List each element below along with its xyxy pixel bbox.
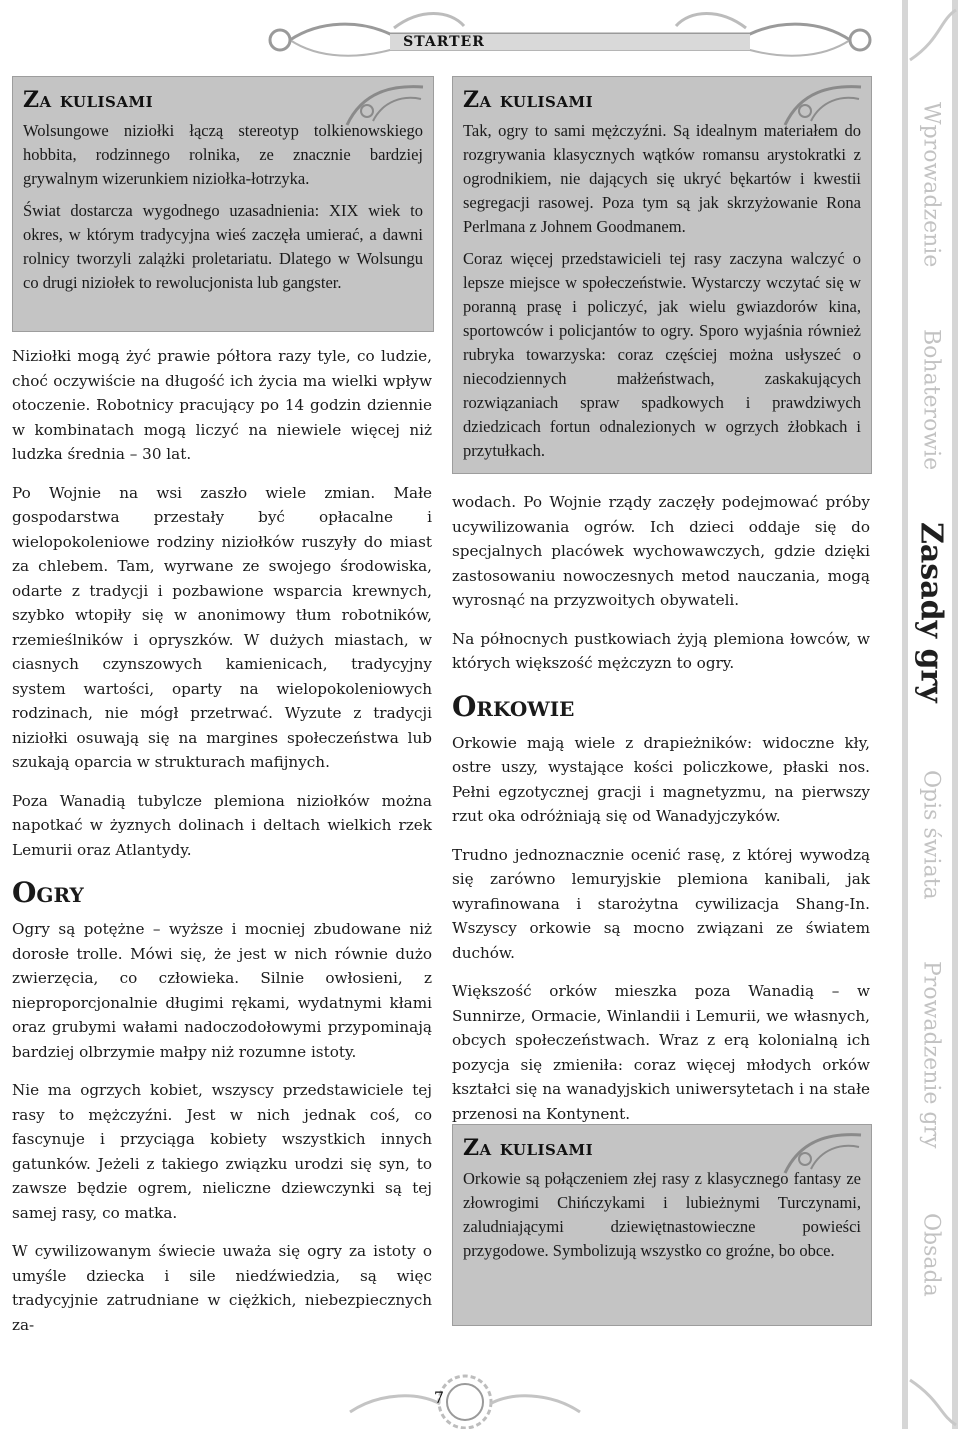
body-paragraph: Poza Wanadią tubylcze plemiona niziołków można napotkać w żyznych dolinach i deltach wielkich rzek Lemurii oraz Atlantydy. [12,791,432,859]
footer-ornament [340,1372,590,1429]
body-paragraph: Na północnych pustkowiach żyją plemiona łowców, w których większość mężczyzn to ogry. [452,629,870,672]
box-title: Za kulisami [23,87,154,113]
header-label: STARTER [403,34,485,50]
right-body-text [452,490,870,1140]
box-paragraph: Coraz więcej przedstawicieli tej rasy zaczyna walczyć o lepsze miejsce w społeczeństwie. Wystarczy wczytać się w poranną prasę i policzyć, jak wielu gwiazdorów kina, sportowców i policjantów to ogry. Sporo wyjaśnia również rubryka towarzyska: coraz częściej można usłyszeć o niecodziennych małżeństwach, zaskakujących rozwiązaniach spraw spadkowych i prawdziwych dziedzicach fortun odnalezionych w ogrzych żłobkach i przytułkach. [463,249,861,460]
corner-ornament-icon [781,81,865,129]
corner-ornament-icon [781,1129,865,1177]
side-tab-opis-swiata[interactable]: Opis świata [918,770,944,900]
side-tab-zasady-gry[interactable]: Zasady gry [913,522,949,703]
body-paragraph: Nie ma ogrzych kobiet, wszyscy przedstawiciele tej rasy to mężczyźni. Jest w nich jednak coś, co fascynuje i przyciąga kobiety wszystkich innych gatunków. Jeżeli z takiego związku urodzi się syn, to zawsze będzie ogrem, nieliczne dziewczynki są tej samej rasy, co matka. [12,1081,432,1222]
right-sidebar-box-bottom [452,1124,872,1326]
body-paragraph: Orkowie mają wiele z drapieżników: widoczne kły, ostre uszy, wystające kości policzkowe, płaski nos. Pełni egzotycznej gracji i magnetyzmu, na pierwszy rzut oka odróżniają się od Wanadyjczyków. [452,733,870,825]
section-heading-orkowie: Orkowie [452,689,575,723]
body-paragraph: Większość orków mieszka poza Wanadią – w Sunnirze, Ormacie, Winlandii i Lemurii, we własnych, obcych społeczeństwach. Wraz z erą kolonialną ich pozycja się zmieniła: coraz więcej młodych orków kształci się na wanadyjskich uniwersytetach i na stałe przenosi na Kontynent. [452,982,870,1123]
header-ornament [250,0,890,70]
side-tab-prowadzenie-gry[interactable]: Prowadzenie gry [918,961,944,1149]
box-paragraph: Tak, ogry to sami mężczyźni. Są idealnym materiałem do rozgrywania klasycznych wątków romansu arystokratki z ogrodnikiem, nie dających się ukryć bękartów i kwestii segregacji rasowej. Poza tym są jak skrzyżowanie Rona Perlmana z Johnem Goodmanem. [463,121,861,236]
page-number: 7 [433,1388,445,1407]
body-paragraph: W cywilizowanym świecie uważa się ogry za istoty o umyśle dziecka i sile niedźwiedzia, są więc tradycyjnie zatrudniane w ciężkich, niebezpiecznych za- [12,1242,432,1334]
corner-ornament-icon [343,81,427,129]
left-body-text [12,344,432,1351]
box-title: Za kulisami [463,87,594,113]
box-paragraph: Świat dostarcza wygodnego uzasadnienia: XIX wiek to okres, w którym tradycyjna wieś zaczęła umierać, a dawni rolnicy tworzyli zalążki proletariatu. Dlatego w Wolsungu co drugi niziołek to rewolucjonista lub gangster. [23,201,423,292]
section-heading-ogry: Ogry [12,876,84,909]
body-paragraph: Ogry są potężne – wyższe i mocniej zbudowane niż dorosłe trolle. Mówi się, że jest w nich równie dużo zwierzęcia, co człowieka. Silnie owłosieni, z nieproporcjonalnie długimi rękami, wydatnymi kłami oraz grubymi wałami nadoczodołowymi przypominają bardziej olbrzymie małpy niż rozumne istoty. [12,920,432,1061]
body-paragraph: wodach. Po Wojnie rządy zaczęły podejmować próby ucywilizowania ogrów. Ich dzieci oddaje się do specjalnych placówek wychowawczych, gdzie dzięki zastosowaniu nowoczesnych metod nauczania, mogą wyrosnąć na przyzwoitych obywateli. [452,493,870,609]
body-paragraph: Trudno jednoznacznie ocenić rasę, z której wywodzą się zarówno lemuryjskie plemiona kanibali, jak wyrafinowana i starożytna cywilizacja Shang-In. Wszyscy orkowie są mocno związani ze światem duchów. [452,845,870,962]
body-paragraph: Po Wojnie na wsi zaszło wiele zmian. Małe gospodarstwa przestały być opłacalne i wielopokoleniowe rodziny niziołków ruszyły do miast za chlebem. Tam, wyrwane ze swojego środowiska, odarte z tradycji i pozbawione wsparcia krewnych, szybko wtopiły się w anonimowy tłum robotników, rzemieślników i opryszków. W dużych miastach, w ciasnych czynszowych kamienicach, tradycyjny system wartości, oparty na wielopokoleniowych rodzinach, nie mógł przetrwać. Wyzute z tradycji niziołki osuwają się na margines społeczeństwa lub szukają oparcia w strukturach mafijnych. [12,483,432,771]
body-paragraph: Niziołki mogą żyć prawie półtora razy tyle, co ludzie, choć oczywiście na długość ich życia ma wielki wpływ otoczenie. Robotnicy pracujący po 14 godzin dziennie w kombinatach mogą liczyć na niewiele więcej niż ludzka średnia – 30 lat. [12,347,432,463]
box-paragraph: Orkowie są połączeniem złej rasy z klasycznego fantasy ze złowrogimi Chińczykami i lubieżnymi Turczynami, zaludniającymi dziewiętnastowieczne powieści przygodowe. Symbolizują wszystko co groźne, bo obce. [463,1169,861,1260]
box-paragraph: Wolsungowe niziołki łączą stereotyp tolkienowskiego hobbita, rodzinnego rolnika, ze znacznie bardziej grywalnym wizerunkiem niziołka-łotrzyka. [23,121,423,188]
side-tab-wprowadzenie[interactable]: Wprowadzenie [918,102,944,268]
box-title: Za kulisami [463,1135,594,1161]
left-sidebar-box [12,76,434,332]
side-tab-bohaterowie[interactable]: Bohaterowie [918,329,944,471]
right-sidebar-box-top [452,76,872,474]
side-tab-obsada[interactable]: Obsada [918,1213,944,1297]
